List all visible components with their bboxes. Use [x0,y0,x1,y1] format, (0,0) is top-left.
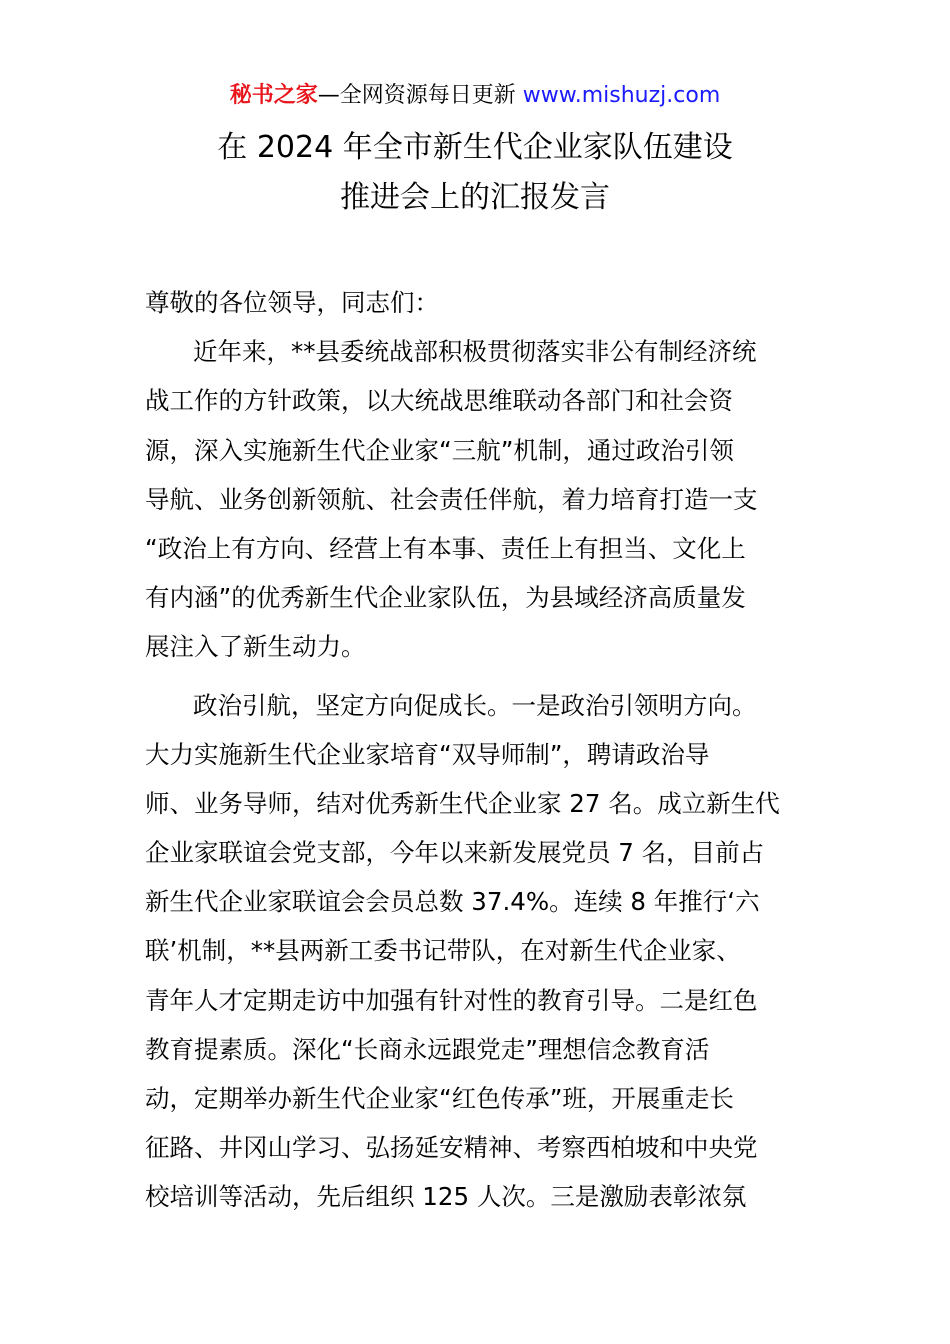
paragraph-2-line: 师、业务导师，结对优秀新生代企业家 27 名。成立新生代 [145,788,780,818]
header-tagline: —全网资源每日更新 [317,83,523,108]
site-url[interactable]: www.mishuzj.com [522,83,721,108]
document-body [145,278,810,1222]
paragraph-1-line: 战工作的方针政策，以大统战思维联动各部门和社会资 [145,386,733,416]
paragraph-2-line: 校培训等活动，先后组织 125 人次。三是激励表彰浓氛 [145,1182,747,1212]
site-header [0,80,950,112]
document-title-line-1: 在 2024 年全市新生代企业家队伍建设 [217,130,733,165]
paragraph-1-line: 展注入了新生动力。 [145,632,366,662]
brand-name: 秘书之家 [229,83,318,108]
paragraph-1-line: 导航、业务创新领航、社会责任伴航，着力培育打造一支 [145,484,758,514]
paragraph-2-line: 大力实施新生代企业家培育“双导师制”，聘请政治导 [145,739,710,769]
paragraph-2-line: 政治引航，坚定方向促成长。一是政治引领明方向。 [193,690,757,720]
document-title-line-2: 推进会上的汇报发言 [340,180,610,215]
salutation: 尊敬的各位领导，同志们： [145,288,439,317]
paragraph-1-line: 源，深入实施新生代企业家“三航”机制，通过政治引领 [145,435,734,465]
paragraph-1-line: 近年来，**县委统战部积极贯彻落实非公有制经济统 [193,337,757,367]
paragraph-2-line: 征路、井冈山学习、弘扬延安精神、考察西柏坡和中央党 [145,1133,758,1163]
paragraph-2-line: 动，定期举办新生代企业家“红色传承”班，开展重走长 [145,1084,734,1113]
paragraph-2-line: 联’机制，**县两新工委书记带队，在对新生代企业家、 [145,936,741,966]
paragraph-2-line: 新生代企业家联谊会会员总数 37.4%。连续 8 年推行‘六 [145,887,760,917]
paragraph-2-line: 企业家联谊会党支部，今年以来新发展党员 7 名，目前占 [145,838,765,868]
paragraph-2-line: 青年人才定期走访中加强有针对性的教育引导。二是红色 [145,985,758,1015]
paragraph-2-line: 教育提素质。深化“长商永远跟党走”理想信念教育活 [145,1034,710,1064]
paragraph-1-line: “政治上有方向、经营上有本事、责任上有担当、文化上 [145,533,746,563]
paragraph-gap [145,672,810,681]
paragraph-1-line: 有内涵”的优秀新生代企业家队伍，为县域经济高质量发 [145,583,746,613]
